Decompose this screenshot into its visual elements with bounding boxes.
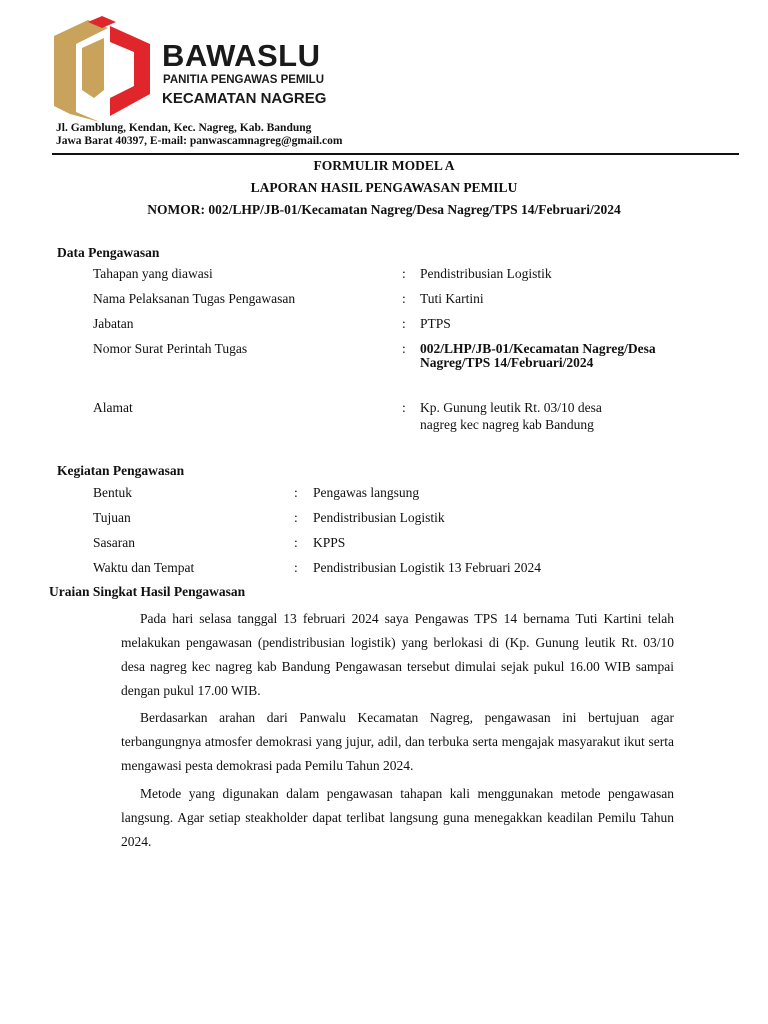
bawaslu-logo [52, 16, 152, 122]
value-tujuan: Pendistribusian Logistik [313, 510, 445, 525]
section-heading-uraian: Uraian Singkat Hasil Pengawasan [49, 584, 246, 599]
address-line-2: Jawa Barat 40397, E-mail: panwascamnagreg@gmail.com [56, 135, 343, 147]
label-alamat: Alamat [93, 400, 133, 415]
org-name: BAWASLU [162, 38, 321, 73]
value-tahapan: Pendistribusian Logistik [420, 266, 552, 281]
report-title: LAPORAN HASIL PENGAWASAN PEMILU [250, 180, 518, 195]
value-sasaran: KPPS [313, 535, 346, 550]
separator: : [402, 400, 406, 415]
value-nomor-surat-line-2: Nagreg/TPS 14/Februari/2024 [420, 355, 594, 370]
value-waktu-tempat: Pendistribusian Logistik 13 Februari 2024 [313, 560, 541, 575]
separator: : [402, 316, 406, 331]
uraian-paragraph-2: Berdasarkan arahan dari Panwalu Kecamatan Nagreg, pengawasan ini bertujuan agar terbangungnya atmosfer demokrasi yang jujur, adil, dan terbuka serta mengajak masyarakut ikut serta mengawasi pesta demokrasi pada Pemilu Tahun 2024. [121, 710, 674, 773]
uraian-paragraph-3: Metode yang digunakan dalam pengawasan tahapan kali menggunakan metode pengawasan langsung. Agar setiap steakholder dapat terlibat langsung guna menegakkan keadilan Pemilu Tahun 2024. [121, 786, 674, 849]
label-jabatan: Jabatan [93, 316, 134, 331]
separator: : [402, 266, 406, 281]
section-heading-data-pengawasan: Data Pengawasan [57, 245, 160, 260]
report-number: NOMOR: 002/LHP/JB-01/Kecamatan Nagreg/Desa Nagreg/TPS 14/Februari/2024 [147, 202, 621, 217]
value-bentuk: Pengawas langsung [313, 485, 420, 500]
label-tujuan: Tujuan [93, 510, 131, 525]
value-alamat-line-2: nagreg kec nagreg kab Bandung [420, 417, 594, 432]
uraian-paragraph-1: Pada hari selasa tanggal 13 februari 2024 saya Pengawas TPS 14 bernama Tuti Kartini telah melakukan pengawasan (pendistribusian logistik) yang berlokasi di (Kp. Gunung leutik Rt. 03/10 desa nagreg kec nagreg kab Bandung Pengawasan tersebut dimulai sejak pukul 16.00 WIB sampai dengan pukul 17.00 WIB. [121, 611, 674, 698]
header-divider [52, 153, 739, 155]
label-nomor-surat: Nomor Surat Perintah Tugas [93, 341, 248, 356]
value-alamat-line-1: Kp. Gunung leutik Rt. 03/10 desa [420, 400, 602, 415]
value-nomor-surat-line-1: 002/LHP/JB-01/Kecamatan Nagreg/Desa [420, 341, 656, 356]
org-subtitle: PANITIA PENGAWAS PEMILU [163, 74, 325, 86]
separator: : [294, 535, 298, 550]
separator: : [402, 291, 406, 306]
section-heading-kegiatan-pengawasan: Kegiatan Pengawasan [57, 463, 185, 478]
label-tahapan: Tahapan yang diawasi [93, 266, 213, 281]
form-title: FORMULIR MODEL A [313, 158, 455, 173]
org-district: KECAMATAN NAGREG [162, 90, 327, 107]
label-sasaran: Sasaran [93, 535, 135, 550]
separator: : [294, 510, 298, 525]
separator: : [294, 485, 298, 500]
label-waktu-tempat: Waktu dan Tempat [93, 560, 195, 575]
address-line-1: Jl. Gamblung, Kendan, Kec. Nagreg, Kab. Bandung [56, 122, 312, 134]
separator: : [294, 560, 298, 575]
value-nama-pelaksana: Tuti Kartini [420, 291, 484, 306]
separator: : [402, 341, 406, 356]
label-nama-pelaksana: Nama Pelaksanan Tugas Pengawasan [93, 291, 296, 306]
value-jabatan: PTPS [420, 316, 451, 331]
label-bentuk: Bentuk [93, 485, 132, 500]
